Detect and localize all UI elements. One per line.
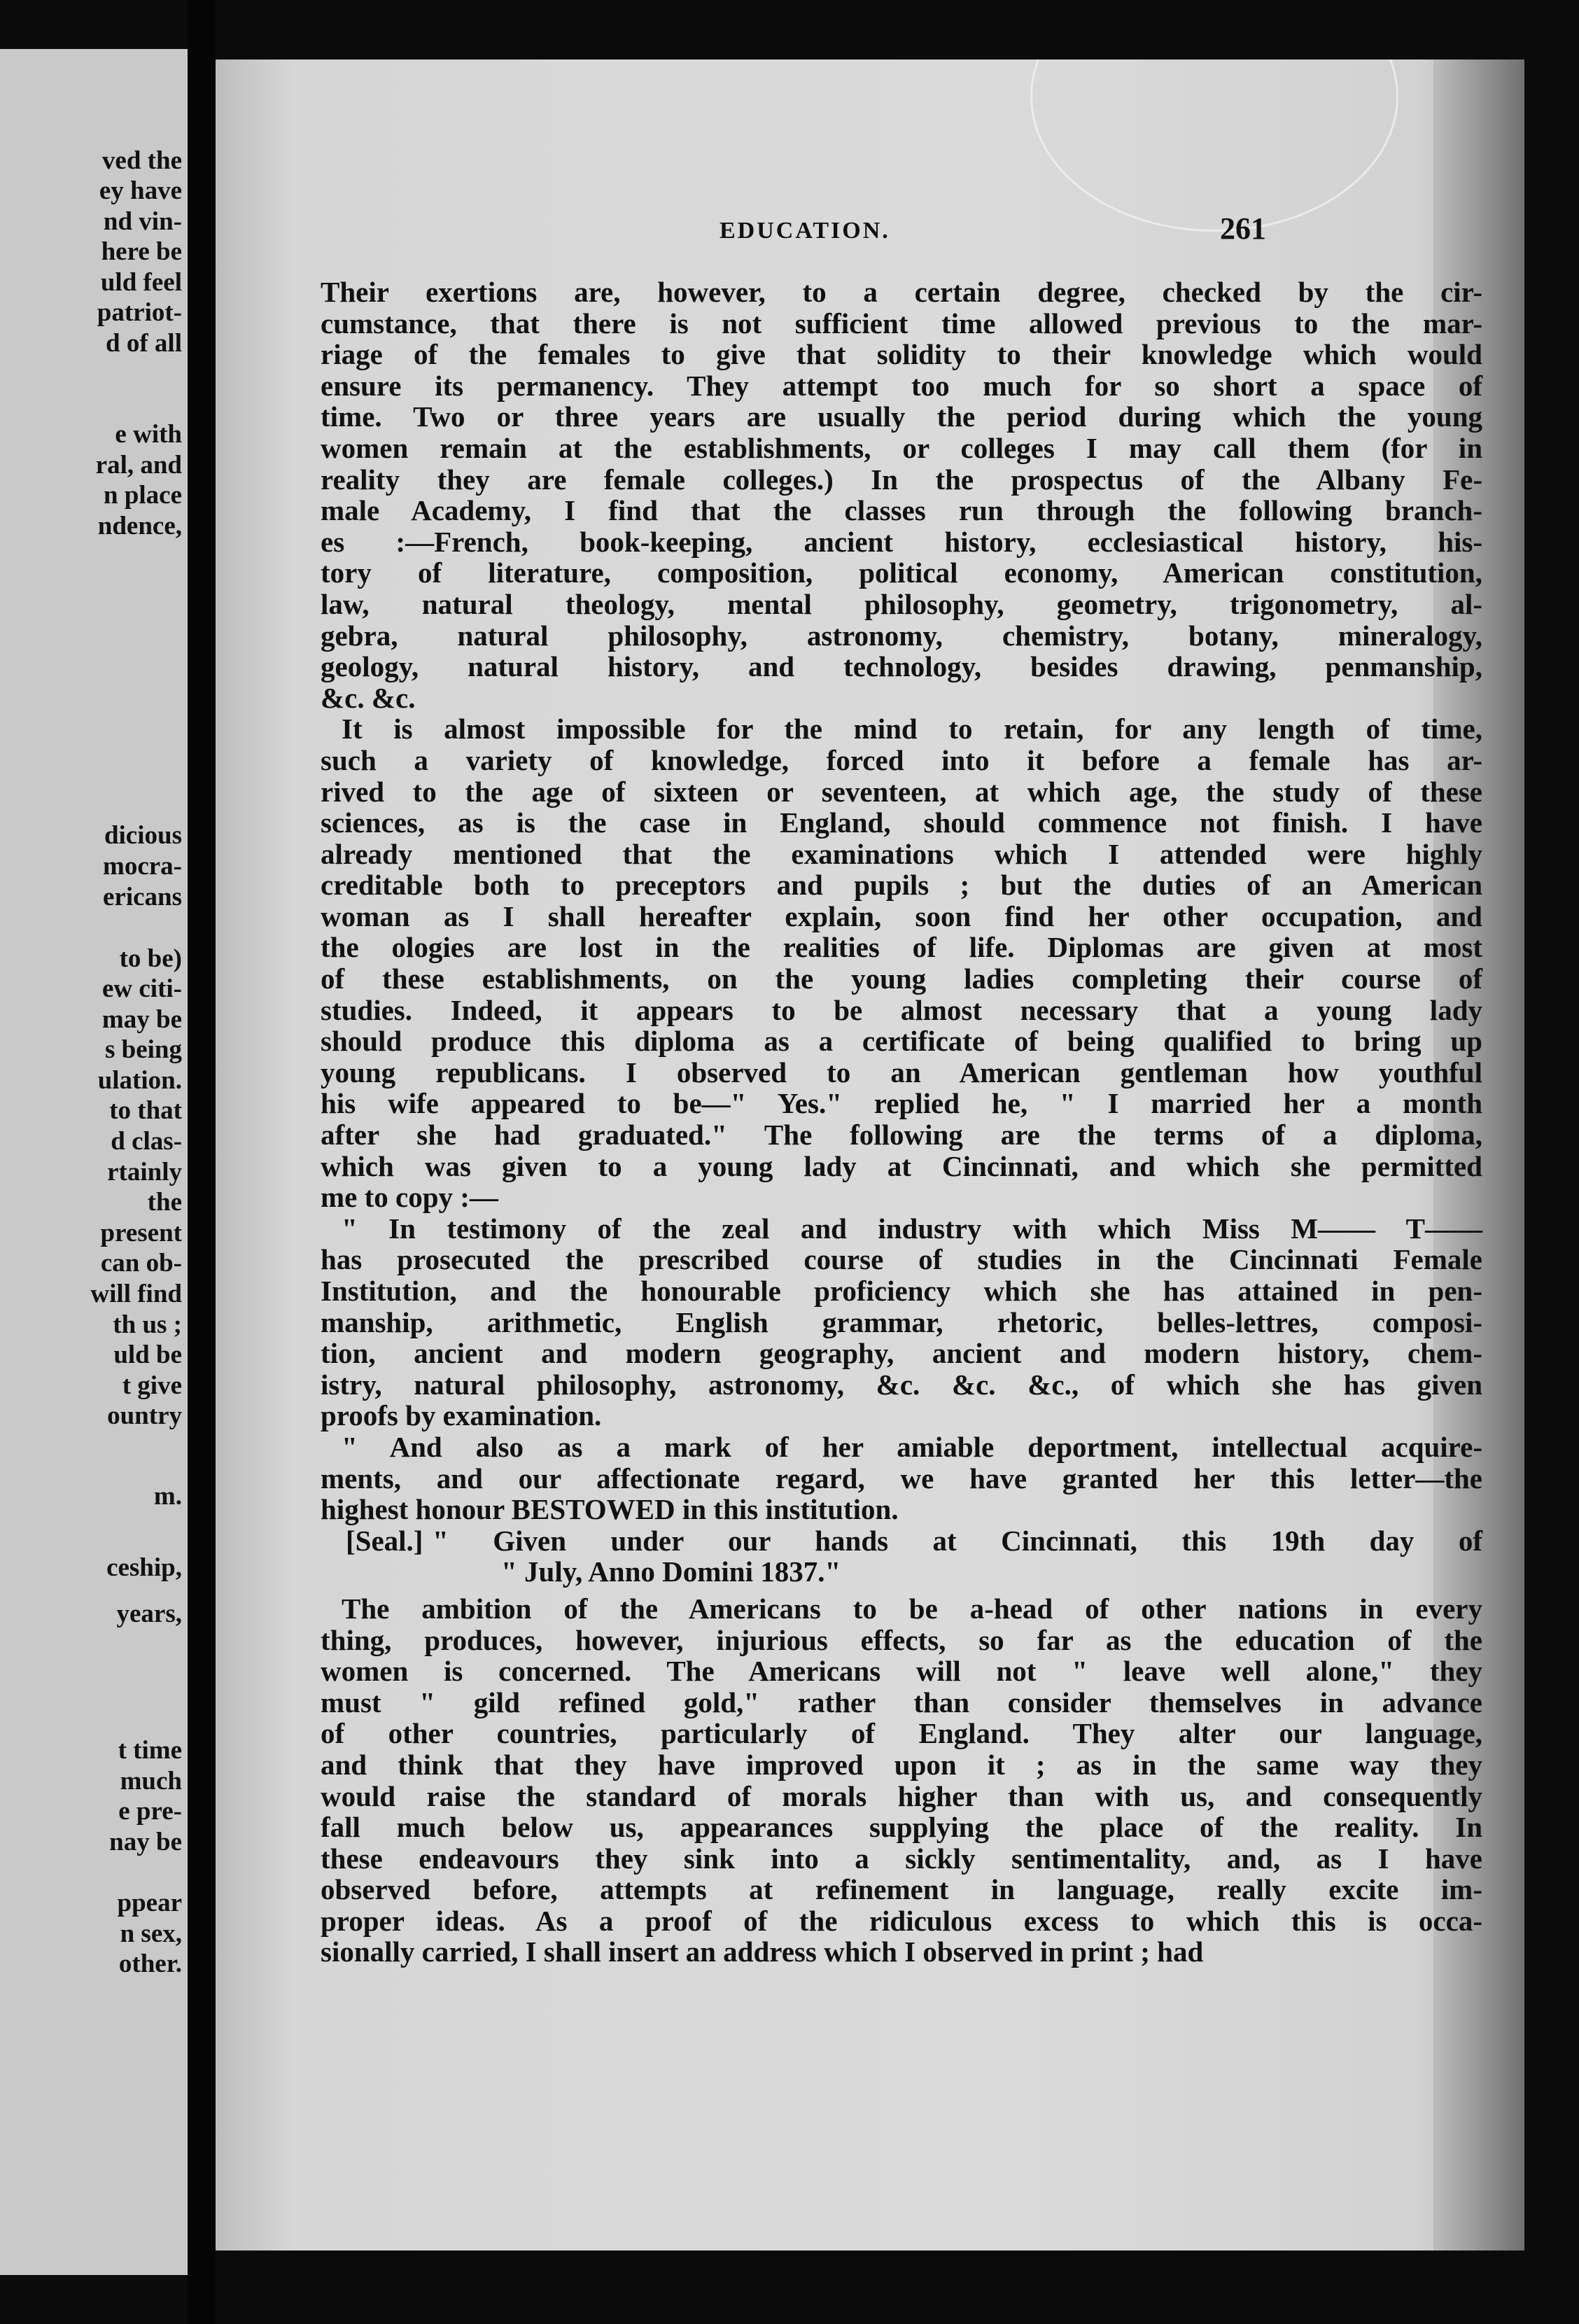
text-line: proofs by examination. [321,1399,602,1432]
text-line: gebra, natural philosophy, astronomy, chemistry, botany, mineralogy, [321,619,1482,652]
text-line: his wife appeared to be—" Yes." replied he, " I married her a month [321,1087,1482,1120]
running-head: EDUCATION. [720,218,890,244]
book-gutter [188,0,216,2324]
facing-page-line: to be) [119,944,182,973]
text-line: It is almost impossible for the mind to retain, for any length of time, [342,713,1482,746]
seal-text: " Given under our hands at Cincinnati, this 19th day of [433,1524,1482,1557]
text-line: creditable both to preceptors and pupils ; but the duties of an American [321,869,1482,902]
facing-page-line: here be [101,237,182,266]
facing-page-line: ppear [117,1889,182,1917]
text-line: these endeavours they sink into a sickly sentimentality, and, as I have [321,1842,1482,1875]
facing-page-line: e pre- [118,1797,182,1826]
text-line: proper ideas. As a proof of the ridiculous excess to which this is occa- [321,1904,1482,1937]
seal-date-line: " July, Anno Domini 1837." [501,1555,841,1588]
facing-page-line: rtainly [107,1158,182,1186]
facing-page-line: nd vin- [103,207,182,236]
facing-page-line: uld be [113,1340,182,1369]
facing-page-line: mocra- [103,852,182,881]
text-line: " And also as a mark of her amiable deportment, intellectual acquire- [342,1430,1482,1463]
seal-line [321,1525,1482,1557]
text-line: Institution, and the honourable proficiency which she has attained in pen- [321,1275,1482,1307]
text-line: which was given to a young lady at Cincinnati, and which she permitted [321,1149,1482,1182]
facing-page-line: d clas- [111,1127,182,1156]
facing-page-line: will find [90,1280,182,1308]
facing-page-line: ndence, [97,512,182,540]
text-line: male Academy, I find that the classes run through the following branch- [321,494,1482,527]
facing-page-line: years, [116,1600,182,1628]
text-line: tion, ancient and modern geography, ancient and modern history, chem- [321,1337,1482,1370]
facing-page-line: d of all [106,329,182,358]
text-line: law, natural theology, mental philosophy, geometry, trigonometry, al- [321,587,1482,620]
facing-page-line: much [120,1767,182,1795]
text-line: tory of literature, composition, political economy, American constitution, [321,556,1482,589]
text-line: after she had graduated." The following are the terms of a diploma, [321,1119,1482,1152]
text-line: should produce this diploma as a certificate of being qualified to bring up [321,1025,1482,1058]
text-line: young republicans. I observed to an American gentleman how youthful [321,1056,1482,1088]
text-line: istry, natural philosophy, astronomy, &c. &c. &c., of which she has given [321,1368,1482,1401]
facing-page-line: the [147,1188,182,1217]
text-line: and think that they have improved upon it ; as in the same way they [321,1748,1482,1781]
text-line: studies. Indeed, it appears to be almost necessary that a young lady [321,993,1482,1026]
facing-page-line: ew citi- [101,974,182,1003]
facing-page-line: may be [101,1005,182,1034]
facing-page-line: s being [104,1035,182,1064]
text-line: " In testimony of the zeal and industry with which Miss M—— T—— [342,1212,1482,1245]
facing-page-line: n place [103,481,182,510]
text-line: time. Two or three years are usually the period during which the young [321,400,1482,433]
text-line: the ologies are lost in the realities of life. Diplomas are given at most [321,931,1482,964]
facing-page-line: m. [153,1482,182,1511]
text-line: observed before, attempts at refinement in language, really excite im- [321,1873,1482,1906]
facing-page-line: ral, and [95,451,182,479]
text-line: geology, natural history, and technology, besides drawing, penmanship, [321,650,1482,683]
text-line: would raise the standard of morals higher than with us, and consequently [321,1779,1482,1812]
text-line: The ambition of the Americans to be a-head of other nations in every [342,1592,1482,1625]
text-line: reality they are female colleges.) In the prospectus of the Albany Fe- [321,463,1482,496]
facing-page-line: dicious [104,821,182,850]
text-line: sionally carried, I shall insert an address which I observed in print ; had [321,1935,1204,1968]
facing-page-line: t give [122,1371,182,1400]
text-line: of other countries, particularly of England. They alter our language, [321,1717,1482,1750]
facing-page-line: ulation. [97,1066,182,1095]
page-curl-mark [1030,59,1398,232]
facing-page-line: th us ; [113,1310,182,1339]
text-line: has prosecuted the prescribed course of studies in the Cincinnati Female [321,1243,1482,1276]
text-line: ments, and our affectionate regard, we have granted her this letter—the [321,1462,1482,1494]
text-line: Their exertions are, however, to a certain degree, checked by the cir- [321,276,1482,308]
text-line: fall much below us, appearances supplying the place of the reality. In [321,1811,1482,1844]
facing-page-line: ountry [107,1401,182,1430]
text-line: rived to the age of sixteen or seventeen, at which age, the study of these [321,775,1482,808]
text-line: &c. &c. [321,681,416,714]
text-line: sciences, as is the case in England, should commence not finish. I have [321,806,1482,839]
facing-page-line: to that [109,1096,182,1125]
book-page [216,59,1524,2250]
text-line: manship, arithmetic, English grammar, rhetoric, belles-lettres, composi- [321,1306,1482,1338]
text-line: me to copy :— [321,1181,498,1214]
text-line: ensure its permanency. They attempt too much for so short a space of [321,369,1482,402]
text-line: of these establishments, on the young ladies completing their course of [321,962,1482,995]
facing-page-line: t time [118,1736,182,1765]
facing-page-line: ericans [102,883,182,911]
facing-page-line: ved the [101,146,182,175]
page-number: 261 [1220,211,1266,246]
text-line: cumstance, that there is not sufficient time allowed previous to the mar- [321,307,1482,340]
text-line: riage of the females to give that solidity to their knowledge which would [321,338,1482,371]
facing-page-line: present [100,1219,182,1247]
text-line: women is concerned. The Americans will not " leave well alone," they [321,1655,1482,1688]
text-line: must " gild refined gold," rather than consider themselves in advance [321,1686,1482,1718]
text-line: already mentioned that the examinations which I attended were highly [321,837,1482,870]
facing-page-line: can ob- [100,1249,182,1278]
facing-page-line: patriot- [97,298,182,327]
facing-page-line: n sex, [120,1919,182,1948]
facing-page-fragment [0,49,188,2275]
facing-page-line: e with [115,420,182,449]
seal-label: [Seal.] [346,1524,423,1557]
text-line: woman as I shall hereafter explain, soon find her other occupation, and [321,899,1482,932]
facing-page-line: ceship, [106,1553,182,1582]
body-text [321,276,1482,1968]
text-line: es :—French, book-keeping, ancient history, ecclesiastical history, his- [321,525,1482,558]
text-line: women remain at the establishments, or colleges I may call them (for in [321,431,1482,464]
facing-page-line: uld feel [100,268,182,297]
facing-page-line: other. [118,1949,182,1978]
text-line: highest honour BESTOWED in this institution. [321,1493,899,1526]
facing-page-line: ey have [99,176,182,205]
text-line: thing, produces, however, injurious effects, so far as the education of the [321,1623,1482,1656]
text-line: such a variety of knowledge, forced into it before a female has ar- [321,743,1482,776]
facing-page-line: nay be [109,1828,182,1856]
